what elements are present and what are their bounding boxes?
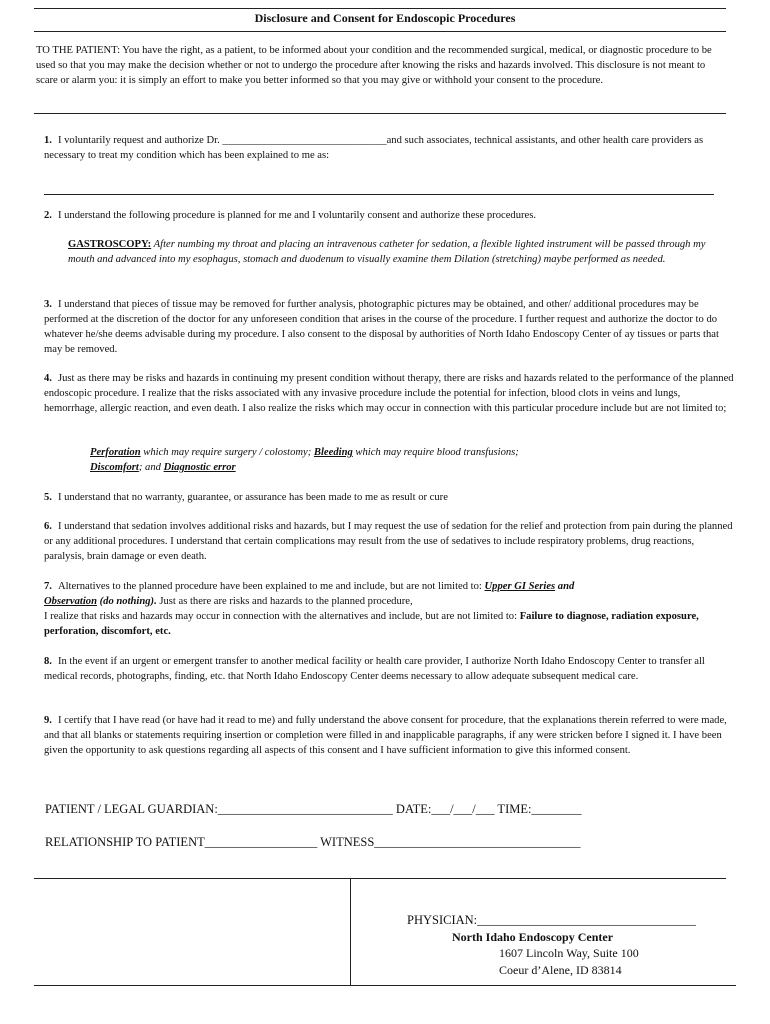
footer-bottom-rule	[34, 985, 736, 986]
center-street: 1607 Lincoln Way, Suite 100	[499, 946, 639, 960]
condition-line[interactable]	[44, 194, 714, 195]
item-9: 9. I certify that I have read (or have had it read to me) and fully understand the above consent for procedure, that the explanations therein referred to were made, and that all blanks or statements requiring insertion or completion were filled in and inapplicable paragraphs, if any were stricken before I signed it. I have been given the opportunity to ask questions regarding all aspects of this consent and I have sufficient information to give this informed consent.	[44, 715, 727, 756]
footer-top-rule	[34, 878, 726, 879]
center-city: Coeur d’Alene, ID 83814	[499, 963, 622, 977]
document-title: Disclosure and Consent for Endoscopic Procedures	[254, 11, 516, 25]
footer-divider	[350, 878, 351, 986]
item-8: 8. In the event if an urgent or emergent transfer to another medical facility or health care provider, I authorize North Idaho Endoscopy Center to transfer all medical records, photographs, finding, etc. that North Idaho Endoscopy Center deems necessary to allow adequate subsequent medical care.	[44, 656, 705, 682]
relationship-witness-line[interactable]: RELATIONSHIP TO PATIENT__________________ WITNESS_________________________________	[45, 835, 581, 849]
alt-observation: Observation	[44, 596, 97, 607]
risk-bleeding: Bleeding	[313, 447, 353, 458]
gastroscopy-paragraph: GASTROSCOPY: After numbing my throat and placing an intravenous catheter for sedation, a flexible lighted instrument will be passed through my mouth and advanced into my esophagus, stomach and duodenum to visually examine them Dilation (stretching) maybe performed as needed.	[68, 239, 706, 265]
intro-paragraph: TO THE PATIENT: You have the right, as a patient, to be informed about your condition and the recommended surgical, medical, or diagnostic procedure to be used so that you may make the decision whether or not to undergo the procedure after knowing the risks and hazards involved. This disclosure is not meant to scare or alarm you: it is simply an effort to make you better informed so that you may give or withhold your consent to the procedure.	[36, 45, 712, 86]
intro-rule	[34, 113, 726, 114]
item-1: 1. I voluntarily request and authorize Dr. _______________________________and such associates, technical assistants, and other health care providers as necessary to treat my condition which has been explained to me as:	[44, 135, 704, 161]
item-2: 2. I understand the following procedure is planned for me and I voluntarily consent and authorize these procedures.	[44, 210, 536, 221]
center-name: North Idaho Endoscopy Center	[452, 930, 614, 944]
item-6: 6. I understand that sedation involves additional risks and hazards, but I may request the use of sedation for the relief and protection from pain during the planned or any additional procedures. I understand that certain complications may result from the use of sedatives to include respiratory problems, drug reactions, paralysis, brain damage or even death.	[44, 521, 733, 562]
item-4: 4. Just as there may be risks and hazards in continuing my present condition without therapy, there are risks and hazards related to the performance of the planned endoscopic procedure. I realize that the risks associated with any invasive procedure include the potential for infection, blood clots in veins and lungs, hemorrhage, allergic reaction, and even death. I also realize the risks which may occur in connection with this particular procedure include but are not limited to;	[44, 373, 734, 414]
risks-paragraph: Perforation which may require surgery / colostomy; Bleeding which may require blood transfusions; Discomfort; and Diagnostic error	[90, 447, 519, 473]
item-7: 7. Alternatives to the planned procedure have been explained to me and include, but are not limited to: Upper GI Series and Observation (do nothing). Just as there are risks and hazards to the planned procedure, I realize that risks and hazards may occur in connection with the alternatives and include, but are not limited to: Failure to diagnose, radiation exposure, perforation, discomfort, etc.	[44, 581, 699, 637]
risk-perforation: Perforation	[90, 447, 141, 458]
item-3: 3. I understand that pieces of tissue may be removed for further analysis, photographic pictures may be obtained, and other/ additional procedures may be performed at the discretion of the doctor for any unforeseen condition that arises in the course of the procedure. I further request and authorize the doctor to do whatever he/she deems advisable during my procedure. I also consent to the disposal by authorities of North Idaho Endoscopy Center of ay tissues or parts that may be removed.	[44, 299, 719, 355]
physician-signature-line[interactable]: PHYSICIAN:___________________________________	[407, 913, 696, 927]
patient-signature-line[interactable]: PATIENT / LEGAL GUARDIAN:____________________________ DATE:___/___/___ TIME:________	[45, 802, 582, 816]
top-rule	[34, 8, 726, 9]
gastroscopy-label: GASTROSCOPY:	[68, 239, 152, 250]
alt-upper-gi: Upper GI Series	[484, 581, 556, 592]
risk-diagnostic-error: Diagnostic error	[163, 462, 236, 473]
item-5: 5. I understand that no warranty, guarantee, or assurance has been made to me as result or cure	[44, 492, 448, 503]
alt-risks: Failure to diagnose, radiation exposure, perforation, discomfort, etc.	[44, 611, 699, 637]
title-rule	[34, 31, 726, 32]
risk-discomfort: Discomfort	[90, 462, 139, 473]
